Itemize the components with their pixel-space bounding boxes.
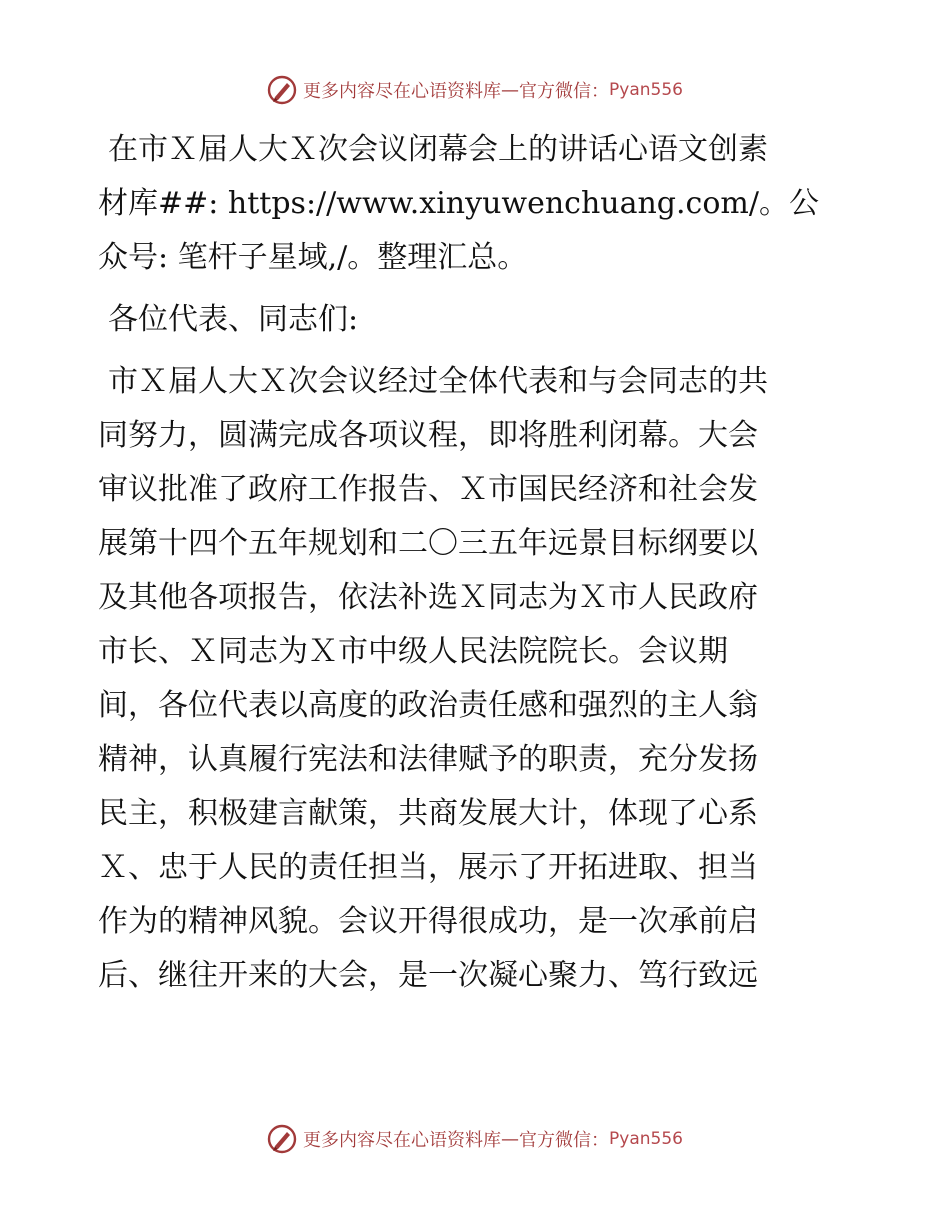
pen-logo-icon — [267, 1124, 297, 1154]
paragraph-line: 作为的精神风貌。会议开得很成功，是一次承前启 — [98, 904, 758, 939]
header-text: 更多内容尽在心语资料库 — [303, 81, 502, 102]
salutation: 各位代表、同志们: — [108, 302, 359, 337]
header-separator: — — [501, 79, 520, 101]
document-title — [98, 123, 858, 285]
footer-contact-label: 官方微信： — [519, 1130, 610, 1151]
paragraph-line: 同努力，圆满完成各项议程，即将胜利闭幕。大会 — [98, 418, 758, 453]
paragraph-line: 间，各位代表以高度的政治责任感和强烈的主人翁 — [98, 688, 758, 723]
footer-text: 更多内容尽在心语资料库 — [303, 1130, 502, 1151]
paragraph-line: 审议批准了政府工作报告、Ｘ市国民经济和社会发 — [98, 472, 758, 507]
header-contact-id: Pyan556 — [609, 80, 683, 100]
footer-separator: — — [501, 1128, 520, 1150]
header-contact-label: 官方微信： — [519, 81, 610, 102]
paragraph-line: 精神，认真履行宪法和法律赋予的职责，充分发扬 — [98, 742, 758, 777]
paragraph-line: 市长、Ｘ同志为Ｘ市中级人民法院院长。会议期 — [98, 634, 728, 669]
paragraph-line: 市Ｘ届人大Ｘ次会议经过全体代表和与会同志的共 — [108, 364, 768, 399]
title-line: 材库##: https://www.xinyuwenchuang.com/。公 — [98, 186, 819, 221]
title-line: 在市Ｘ届人大Ｘ次会议闭幕会上的讲话心语文创素 — [108, 132, 768, 167]
paragraph — [98, 355, 858, 1003]
pen-logo-icon — [267, 75, 297, 105]
header-banner — [0, 70, 950, 110]
footer-banner — [0, 1119, 950, 1159]
paragraph-line: 及其他各项报告，依法补选Ｘ同志为Ｘ市人民政府 — [98, 580, 758, 615]
document-body — [98, 123, 858, 1003]
paragraph-line: Ｘ、忠于人民的责任担当，展示了开拓进取、担当 — [98, 850, 758, 885]
paragraph-line: 后、继往开来的大会，是一次凝心聚力、笃行致远 — [98, 958, 758, 993]
paragraph-line: 民主，积极建言献策，共商发展大计，体现了心系 — [98, 796, 758, 831]
title-line: 众号: 笔杆子星域,/。整理汇总。 — [98, 240, 528, 275]
footer-contact-id: Pyan556 — [609, 1129, 683, 1149]
paragraph-line: 展第十四个五年规划和二〇三五年远景目标纲要以 — [98, 526, 758, 561]
